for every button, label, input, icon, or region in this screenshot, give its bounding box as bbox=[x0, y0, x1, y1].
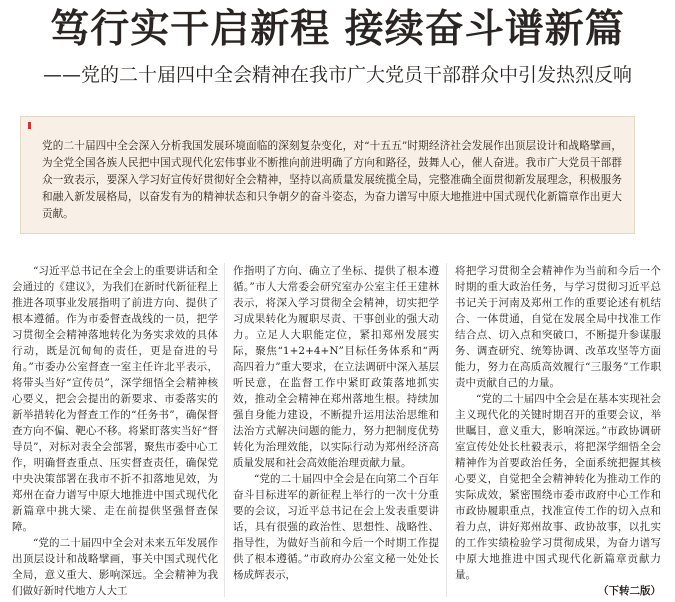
article-column-1 bbox=[12, 263, 218, 597]
lead-paragraph: 党的二十届四中全会深入分析我国发展环境面临的深刻复杂变化，对“十五五”时期经济社会发展作出顶层设计和战略擘画，为全党全国各族人民把中国式现代化宏伟事业不断推向前进明确了方向和路径，鼓舞人心，催人奋进。我市广大党员干部群众一致表示，要深入学习好宣传好贯彻好全会精神，坚持以高质量发展统揽全局，完整准确全面贯彻新发展理念，积极服务和融入新发展格局，以奋发有为的精神状态和只争朝夕的奋斗姿态，为奋力谱写中原大地推进中国式现代化新篇章作出更大贡献。 bbox=[42, 140, 622, 220]
headline: 笃行实干启新程 接续奋斗谱新篇 bbox=[50, 7, 625, 52]
paragraph: “党的二十届四中全会是在向第二个百年奋斗目标进军的新征程上举行的一次十分重要的会议，习近平总书记在会上发表重要讲话，具有很强的政治性、思想性、战略性、指导性，为做好当前和今后一个时期工作提供了根本遵循。”市政府办公室文秘一处处长杨成辉表示， bbox=[233, 473, 439, 581]
column-divider bbox=[446, 263, 447, 597]
paragraph: “党的二十届四中全会对未来五年发展作出顶层设计和战略擘画，事关中国式现代化全局，意义重大、影响深远。全会精神为我们做好新时代地方人大工 bbox=[12, 537, 218, 597]
paragraph: “党的二十届四中全会是在基本实现社会主义现代化的关键时期召开的重要会议，举世瞩目，意义重大，影响深远。”市政协调研室宣传处处长杜毅表示，将把深学细悟全会精神作为首要政治任务，全面系统把握其核心要义，自觉把全会精神转化为推动工作的实际成效，紧密围绕市委市政府中心工作和市政协履职重点，找准宣传工作的切入点和着力点，讲好郑州故事、政协故事，以扎实的工作实绩检验学习贯彻成果，为奋力谱写中原大地推进中国式现代化新篇章贡献力量。 bbox=[455, 393, 661, 581]
subtitle: ——党的二十届四中全会精神在我市广大党员干部群众中引发热烈反响 bbox=[42, 64, 632, 86]
column-divider bbox=[224, 263, 225, 597]
lead-corner-mark bbox=[28, 122, 31, 129]
article-column-3 bbox=[455, 263, 661, 597]
paragraph: “习近平总书记在全会上的重要讲话和全会通过的《建议》，为我们在新时代新征程上推进各项事业发展指明了前进方向、提供了根本遵循。作为市委督查战线的一员，把学习贯彻全会精神落地转化为务实求效的具体行动，既是沉甸甸的责任，更是奋进的号角。”市委办公室督查一室主任许北平表示，将带头当好“宣传员”，深学细悟全会精神核心要义，把会会提出的新要求、市委落实的新举措转化为督查工作的“任务书”，确保督查方向不偏、靶心不移。将紧盯落实当好“督导员”，对标对表全会部署，聚焦市委中心工作，明确督查重点、压实督查责任，确保党中央决策部署在我市不折不扣落地见效，为郑州在奋力谱写中原大地推进中国式现代化新篇章中挑大梁、走在前提供坚强督查保障。 bbox=[12, 265, 218, 533]
paragraph: 将把学习贯彻全会精神作为当前和今后一个时期的重大政治任务，与学习贯彻习近平总书记关于河南及郑州工作的重要论述有机结合、一体贯通，自觉在发展全局中找准工作结合点、切入点和突破口，不断提升参谋服务、调查研究、统筹协调、改革攻坚等方面能力，努力在高质高效履行“三服务”工作职责中贡献自己的力量。 bbox=[455, 265, 661, 389]
article-column-2 bbox=[233, 263, 439, 597]
continued-note: （下转二版） bbox=[598, 585, 661, 597]
paragraph: 作指明了方向、确立了坐标、提供了根本遵循。”市人大常委会研究室办公室主任王建林表示，将深入学习贯彻全会精神，切实把学习成果转化为履职尽责、干事创业的强大动力。立足人大职能定位，紧扣郑州发展实际，聚焦“1+2+4+N”目标任务体系和“两高四着力”重大要求，在立法调研中深入基层听民意，在监督工作中紧盯政策落地抓实效，推动全会精神在郑州落地生根。持续加强自身能力建设，不断提升运用法治思维和法治方式解决问题的能力，努力把制度优势转化为治理效能，以实际行动为郑州经济高质量发展和社会高效能治理贡献力量。 bbox=[233, 265, 439, 469]
